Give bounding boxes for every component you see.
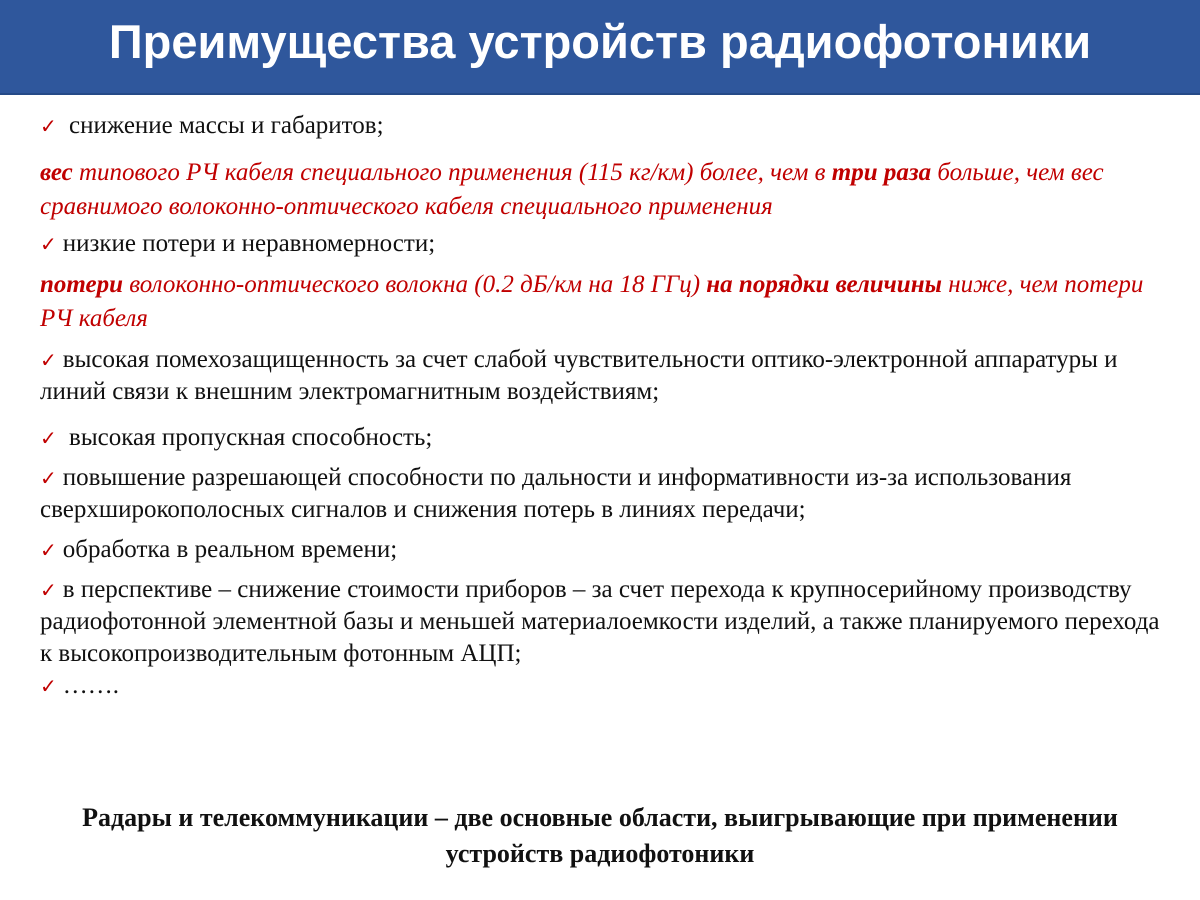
- content-area: [40, 110, 1165, 702]
- summary-text: Радары и телекоммуникации – две основные области, выигрывающие при применении устройств радиофотоники: [82, 803, 1118, 868]
- list-item: ✓ в перспективе – снижение стоимости приборов – за счет перехода к крупносерийному производству радиофотонной элементной базы и меньшей материалоемкости изделий, а также планируемого перехода к высокопроизводительным фотонным АЦП;: [40, 576, 1160, 667]
- list-item: ✓ высокая пропускная способность;: [40, 424, 433, 451]
- checkmark-icon: ✓: [40, 114, 57, 138]
- checkmark-icon: ✓: [40, 674, 57, 698]
- checkmark-icon: ✓: [40, 426, 57, 450]
- list-item: ✓ обработка в реальном времени;: [40, 536, 398, 563]
- list-item: ✓ низкие потери и неравномерности;: [40, 230, 436, 257]
- checkmark-icon: ✓: [40, 348, 57, 372]
- list-item: ✓ снижение массы и габаритов;: [40, 112, 384, 139]
- slide-title: Преимущества устройств радиофотоники: [108, 15, 1092, 68]
- title-bar: [0, 0, 1200, 95]
- checkmark-icon: ✓: [40, 538, 57, 562]
- note-weight: вес типового РЧ кабеля специального применения (115 кг/км) более, чем в три раза больше, чем вес сравнимого волоконно-оптического кабеля специального применения: [40, 159, 1104, 220]
- list-item: ✓ повышение разрешающей способности по дальности и информативности из-за использования сверхширокополосных сигналов и снижения потерь в линиях передачи;: [40, 464, 1072, 523]
- list-item: ✓ …….: [40, 672, 120, 699]
- checkmark-icon: ✓: [40, 232, 57, 256]
- checkmark-icon: ✓: [40, 578, 57, 602]
- list-item: ✓ высокая помехозащищенность за счет слабой чувствительности оптико-электронной аппаратуры и линий связи к внешним электромагнитным воздействиям;: [40, 346, 1118, 405]
- note-loss: потери волоконно-оптического волокна (0.2 дБ/км на 18 ГГц) на порядки величины ниже, чем потери РЧ кабеля: [40, 271, 1144, 332]
- checkmark-icon: ✓: [40, 466, 57, 490]
